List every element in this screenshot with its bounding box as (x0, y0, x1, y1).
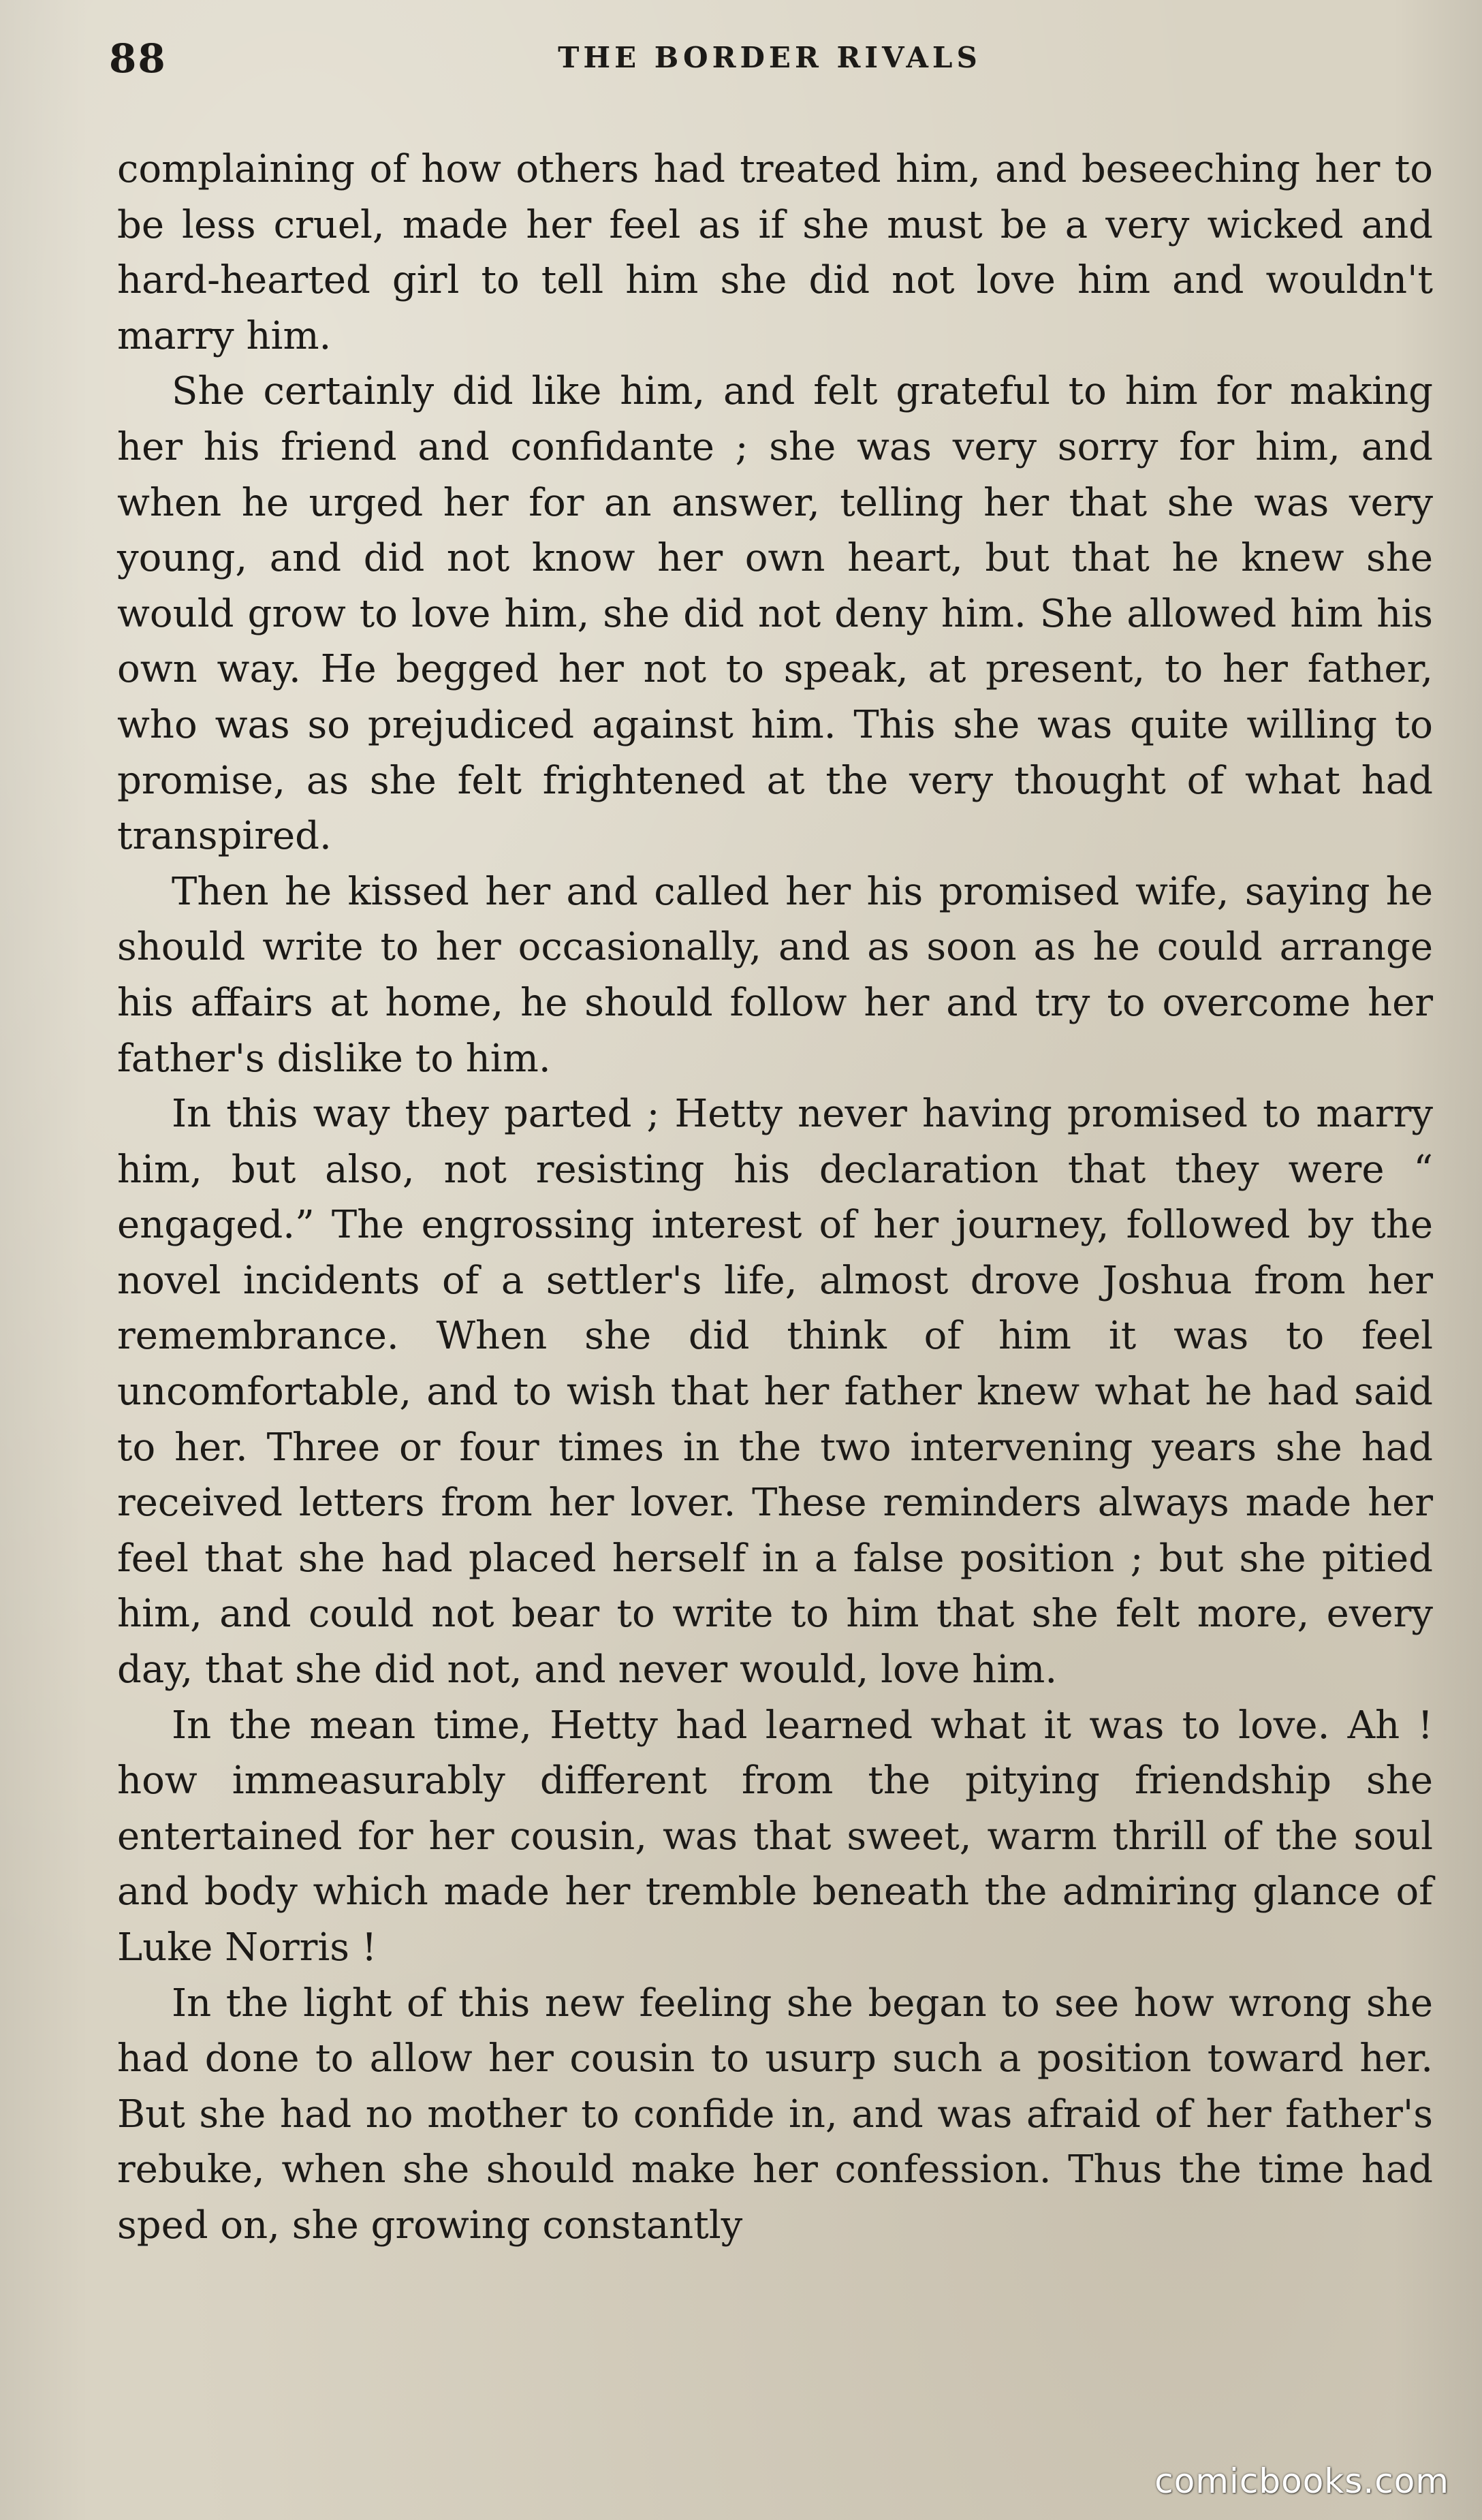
paragraph: In this way they parted ; Hetty never having promised to marry him, but also, not resisting his declaration that they were “ engaged.” The engrossing interest of her journey, followed by the novel incidents of a settler's life, almost drove Joshua from her remembrance. When she did think of him it was to feel uncomfortable, and to wish that her father knew what he had said to her. Three or four times in the two intervening years she had received letters from her lover. These reminders always made her feel that she had placed herself in a false position ; but she pitied him, and could not bear to write to him that she felt more, every day, that she did not, and never would, love him. (117, 1092, 1433, 1692)
paragraph: complaining of how others had treated him, and beseeching her to be less cruel, made her feel as if she must be a very wicked and hard-hearted girl to tell him she did not love him and wouldn't marry him. (117, 147, 1433, 358)
paragraph: She certainly did like him, and felt grateful to him for making her his friend and confidante ; she was very sorry for him, and when he urged her for an answer, telling her that she was very young, and did not know her own heart, but that he knew she would grow to love him, she did not deny him. She allowed him his own way. He begged her not to speak, at present, to her father, who was so prejudiced against him. This she was quite willing to promise, as she felt frightened at the very thought of what had transpired. (117, 369, 1433, 859)
watermark: comicbooks.com (1154, 2461, 1449, 2501)
paragraph: In the mean time, Hetty had learned what it was to love. Ah ! how immeasurably different from the pitying friendship she entertained for her cousin, was that sweet, warm thrill of the soul and body which made her tremble beneath the admiring glance of Luke Norris ! (117, 1703, 1433, 1970)
page-header (109, 35, 1430, 83)
paragraph: In the light of this new feeling she began to see how wrong she had done to allow her cousin to usurp such a position toward her. But she had no mother to confide in, and was afraid of her father's rebuke, when she should make her confession. Thus the time had sped on, she growing constantly (117, 1981, 1433, 2248)
body-text (117, 142, 1433, 2254)
running-head: THE BORDER RIVALS (558, 41, 981, 74)
page-number: 88 (109, 35, 167, 82)
paragraph: Then he kissed her and called her his promised wife, saying he should write to her occasionally, and as soon as he could arrange his affairs at home, he should follow her and try to overcome her father's dislike to him. (117, 869, 1433, 1081)
